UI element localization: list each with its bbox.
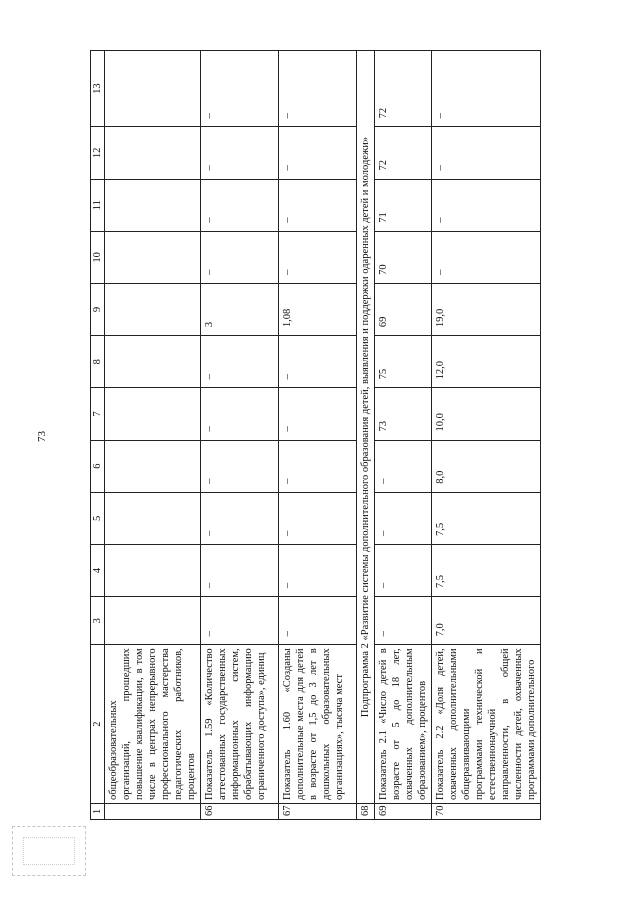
value-cell: – [279, 544, 357, 596]
table-row [375, 51, 432, 820]
value-cell: 73 [375, 388, 432, 440]
indicator-description: Показатель 2.2 «Доля детей, охваченных дополнительными общеразвивающими программами технической и естественнонаучной направленности, в общей численности детей, охваченных программами дополнительного [432, 645, 541, 804]
value-cell [105, 283, 201, 335]
value-cell: 7,0 [432, 597, 541, 645]
value-cell: 3 [201, 283, 279, 335]
value-cell [105, 179, 201, 231]
column-header: 6 [91, 440, 105, 492]
column-header: 7 [91, 388, 105, 440]
row-number [105, 803, 201, 819]
value-cell: 10,0 [432, 388, 541, 440]
indicator-description: Показатель 1.60 «Созданы дополнительные места для детей в возрасте от 1,5 до 3 лет в дошкольных образовательных организациях», тысяча мест [279, 645, 357, 804]
value-cell: – [279, 179, 357, 231]
column-header: 3 [91, 597, 105, 645]
value-cell: – [279, 127, 357, 179]
indicator-description: Показатель 2.1 «Число детей в возрасте от 5 до 18 лет, охваченных дополнительным образованием», процентов [375, 645, 432, 804]
value-cell: – [279, 597, 357, 645]
value-cell: – [201, 440, 279, 492]
row-number: 67 [279, 803, 357, 819]
value-cell [105, 544, 201, 596]
value-cell: – [375, 597, 432, 645]
subprogram-row [357, 51, 375, 820]
indicator-table [90, 50, 541, 820]
value-cell: – [432, 231, 541, 283]
row-number: 66 [201, 803, 279, 819]
value-cell: – [201, 336, 279, 388]
faded-stamp-inner [23, 837, 75, 865]
value-cell: – [201, 231, 279, 283]
value-cell: 75 [375, 336, 432, 388]
column-header: 5 [91, 492, 105, 544]
column-header: 8 [91, 336, 105, 388]
rotated-table-container [90, 50, 538, 820]
column-header: 13 [91, 51, 105, 127]
value-cell: – [279, 51, 357, 127]
value-cell: – [279, 231, 357, 283]
value-cell: – [201, 544, 279, 596]
value-cell [105, 336, 201, 388]
value-cell: 72 [375, 51, 432, 127]
value-cell [105, 388, 201, 440]
column-header: 10 [91, 231, 105, 283]
value-cell: – [201, 388, 279, 440]
value-cell [105, 440, 201, 492]
value-cell: – [375, 544, 432, 596]
column-header: 2 [91, 645, 105, 804]
value-cell: 69 [375, 283, 432, 335]
row-number: 68 [357, 803, 375, 819]
value-cell: 12,0 [432, 336, 541, 388]
value-cell: 71 [375, 179, 432, 231]
value-cell: – [201, 51, 279, 127]
value-cell [105, 492, 201, 544]
value-cell: – [432, 179, 541, 231]
column-header: 1 [91, 803, 105, 819]
value-cell: – [432, 51, 541, 127]
value-cell: – [201, 492, 279, 544]
table-row [105, 51, 201, 820]
value-cell [105, 51, 201, 127]
value-cell: 8,0 [432, 440, 541, 492]
column-header: 9 [91, 283, 105, 335]
value-cell: 7,5 [432, 544, 541, 596]
faded-stamp [12, 826, 86, 876]
indicator-description: Показатель 1.59 «Количество аттестованных государственных информационных систем, обрабатывающих информацию ограниченного доступа», единиц [201, 645, 279, 804]
value-cell [105, 127, 201, 179]
indicator-description: общеобразовательных организаций, прошедших повышение квалификации, в том числе в центрах непрерывного профессионального мастерства педагогических работников, процентов [105, 645, 201, 804]
column-header: 4 [91, 544, 105, 596]
value-cell: – [201, 127, 279, 179]
subprogram-heading: Подпрограмма 2 «Развитие системы дополнительного образования детей, выявления и поддержки одаренных детей и молодежи» [357, 51, 375, 804]
value-cell [105, 231, 201, 283]
value-cell: – [375, 440, 432, 492]
value-cell: 7,5 [432, 492, 541, 544]
value-cell: 70 [375, 231, 432, 283]
column-header-row [91, 51, 105, 820]
value-cell [105, 597, 201, 645]
value-cell: – [279, 492, 357, 544]
column-header: 12 [91, 127, 105, 179]
table-row [201, 51, 279, 820]
value-cell: – [279, 388, 357, 440]
column-header: 11 [91, 179, 105, 231]
value-cell: 72 [375, 127, 432, 179]
value-cell: 1,08 [279, 283, 357, 335]
value-cell: 19,0 [432, 283, 541, 335]
value-cell: – [375, 492, 432, 544]
table-row [279, 51, 357, 820]
row-number: 70 [432, 803, 541, 819]
row-number: 69 [375, 803, 432, 819]
table-row [432, 51, 541, 820]
value-cell: – [201, 597, 279, 645]
value-cell: – [279, 440, 357, 492]
value-cell: – [279, 336, 357, 388]
page-number: 73 [36, 431, 48, 442]
value-cell: – [201, 179, 279, 231]
value-cell: – [432, 127, 541, 179]
